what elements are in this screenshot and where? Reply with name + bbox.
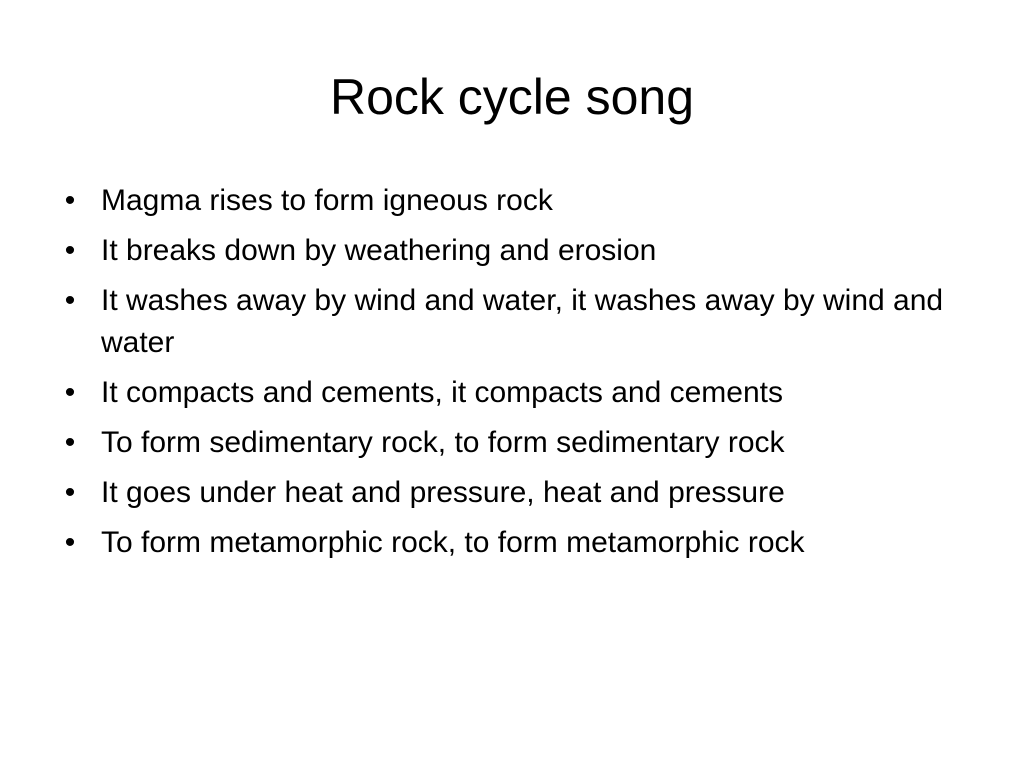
bullet-list: [60, 180, 960, 572]
bullet-item: [60, 230, 960, 272]
bullet-text: It breaks down by weathering and erosion: [101, 234, 657, 267]
bullet-text: It washes away by wind and water, it washes away by wind and water: [101, 284, 944, 359]
bullet-icon: •: [64, 476, 76, 509]
bullet-item: [60, 372, 960, 414]
bullet-text: It goes under heat and pressure, heat and pressure: [101, 476, 785, 509]
bullet-item: [60, 180, 960, 222]
bullet-icon: •: [64, 184, 76, 217]
bullet-item: [60, 422, 960, 464]
bullet-item: [60, 472, 960, 514]
bullet-item: [60, 522, 960, 564]
bullet-text: It compacts and cements, it compacts and cements: [101, 376, 783, 409]
bullet-icon: •: [64, 426, 76, 459]
bullet-icon: •: [64, 284, 76, 317]
bullet-item: [60, 280, 960, 364]
slide-title: Rock cycle song: [329, 69, 695, 125]
bullet-text: To form metamorphic rock, to form metamorphic rock: [101, 526, 805, 559]
bullet-text: Magma rises to form igneous rock: [101, 184, 553, 217]
bullet-text: To form sedimentary rock, to form sedimentary rock: [101, 426, 785, 459]
bullet-icon: •: [64, 234, 76, 267]
bullet-icon: •: [64, 376, 76, 409]
bullet-icon: •: [64, 526, 76, 559]
